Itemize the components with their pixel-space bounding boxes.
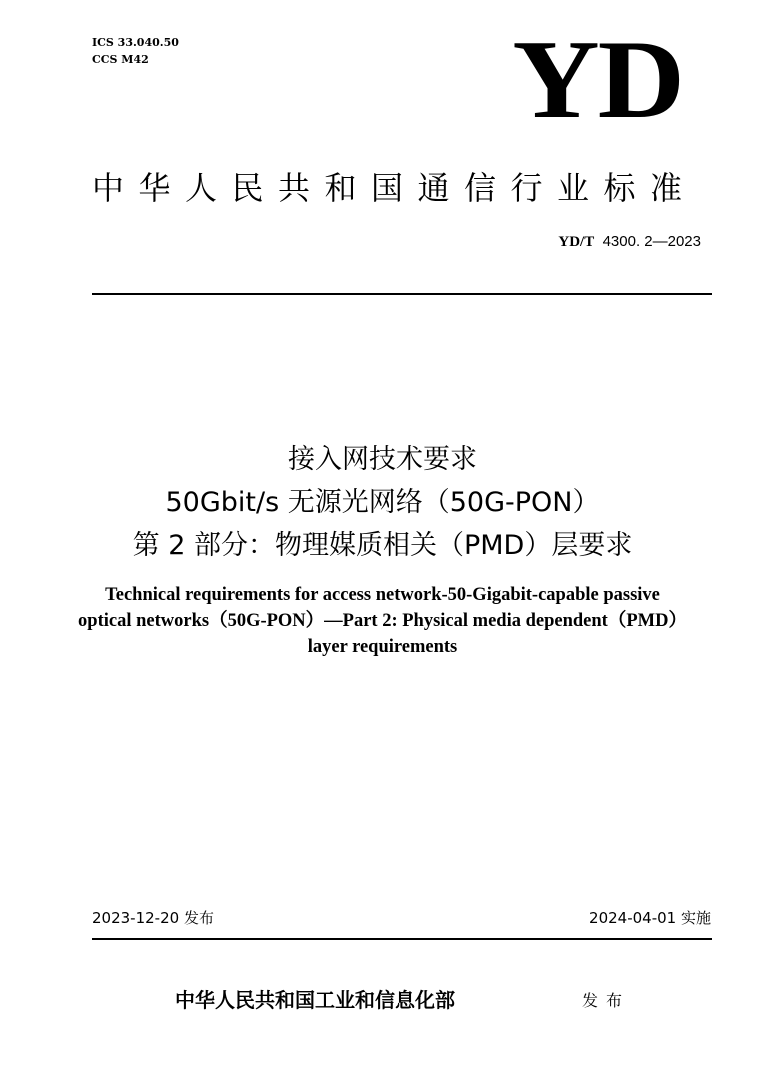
english-title [40,582,725,660]
issue-label: 发布 [582,991,631,1010]
classification-codes [92,34,179,68]
implement-date: 2024-04-01 实施 [589,909,711,927]
english-title-line-3: layer requirements [307,637,458,657]
ics-code: ICS 33.040.50 [92,36,179,49]
bottom-divider [92,938,712,940]
english-title-line-2: optical networks（50G-PON）—Part 2: Physical media dependent（PMD） [78,611,687,631]
chinese-title [0,438,765,567]
issue-date: 2023-12-20 发布 [92,909,214,927]
issuing-authority: 中华人民共和国工业和信息化部 [175,988,455,1012]
chinese-title-line-1: 接入网技术要求 [288,444,477,475]
english-title-line-1: Technical requirements for access network-50-Gigabit-capable passive [105,585,660,605]
standard-code [558,232,701,252]
yd-logo: YD [512,18,683,142]
chinese-title-line-3: 第 2 部分：物理媒质相关（PMD）层要求 [132,530,633,561]
chinese-title-line-2: 50Gbit/s 无源光网络（50G-PON） [165,487,600,518]
top-divider [92,293,712,295]
standard-code-prefix: YD/T [558,234,595,250]
standard-name: 中华人民共和国通信行业标准 [92,169,697,207]
standard-code-number: 4300. 2—2023 [602,233,701,250]
ccs-code: CCS M42 [92,53,149,66]
